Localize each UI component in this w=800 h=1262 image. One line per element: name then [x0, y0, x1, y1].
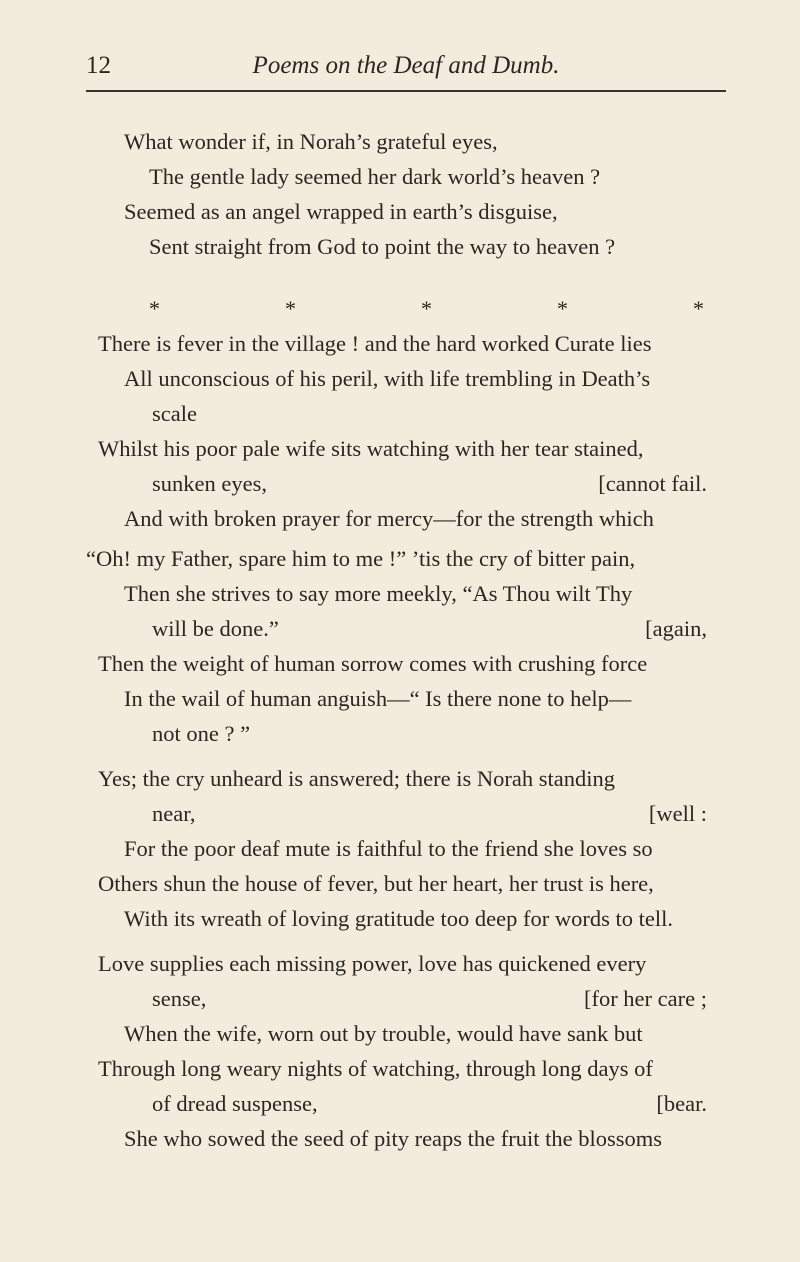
line-text: sense,	[152, 986, 207, 1011]
poem-line: When the wife, worn out by trouble, would have sank but	[124, 1021, 643, 1046]
running-title: Poems on the Deaf and Dumb.	[252, 52, 560, 79]
separator-star: *	[149, 296, 160, 321]
poem-line: Seemed as an angel wrapped in earth’s disguise,	[124, 199, 558, 224]
poem-line: Then the weight of human sorrow comes with crushing force	[98, 651, 648, 676]
poem-line: The gentle lady seemed her dark world’s heaven ?	[149, 164, 601, 189]
poem-line	[152, 1090, 707, 1118]
poem-line: All unconscious of his peril, with life trembling in Death’s	[124, 366, 651, 391]
line-text: will be done.”	[152, 616, 279, 641]
poem-line	[152, 470, 707, 498]
poem-line: Others shun the house of fever, but her heart, her trust is here,	[98, 871, 654, 896]
separator-star: *	[557, 296, 568, 321]
poem-line: What wonder if, in Norah’s grateful eyes,	[124, 129, 498, 154]
poem-line: Through long weary nights of watching, through long days of	[98, 1056, 653, 1081]
turnover-text: [again,	[645, 616, 707, 641]
turnover-text: [well :	[648, 801, 707, 826]
turnover-text: [cannot fail.	[598, 471, 707, 496]
poem-line: Then she strives to say more meekly, “As Thou wilt Thy	[124, 581, 633, 606]
line-text: sunken eyes,	[152, 471, 267, 496]
separator-star: *	[421, 296, 432, 321]
poem-line: And with broken prayer for mercy—for the strength which	[124, 506, 654, 531]
turnover-text: [bear.	[656, 1091, 707, 1116]
poem-line: Love supplies each missing power, love has quickened every	[98, 951, 647, 976]
poem-line: not one ? ”	[152, 721, 251, 746]
poem-line: She who sowed the seed of pity reaps the fruit the blossoms	[124, 1126, 663, 1151]
poem-line: Sent straight from God to point the way to heaven ?	[149, 234, 616, 259]
separator-star: *	[693, 296, 704, 321]
header-rule	[86, 90, 726, 92]
poem-line: Whilst his poor pale wife sits watching with her tear stained,	[98, 436, 644, 461]
poem-line: “Oh! my Father, spare him to me !” ’tis the cry of bitter pain,	[86, 546, 636, 571]
poem-line: There is fever in the village ! and the hard worked Curate lies	[98, 331, 652, 356]
poem-line	[152, 985, 707, 1013]
turnover-text: [for her care ;	[583, 986, 707, 1011]
poem-line	[152, 800, 707, 828]
separator-star: *	[285, 296, 296, 321]
poem-line: Yes; the cry unheard is answered; there is Norah standing	[98, 766, 615, 791]
poem-line: For the poor deaf mute is faithful to the friend she loves so	[124, 836, 653, 861]
poem-line: With its wreath of loving gratitude too deep for words to tell.	[124, 906, 673, 931]
poem-line: In the wail of human anguish—“ Is there none to help—	[124, 686, 632, 711]
section-separator	[149, 296, 704, 322]
poem-line	[152, 615, 707, 643]
poem-line: scale	[152, 401, 197, 426]
line-text: near,	[152, 801, 196, 826]
page-header	[86, 48, 726, 94]
page-number: 12	[86, 52, 111, 79]
line-text: of dread suspense,	[152, 1091, 318, 1116]
